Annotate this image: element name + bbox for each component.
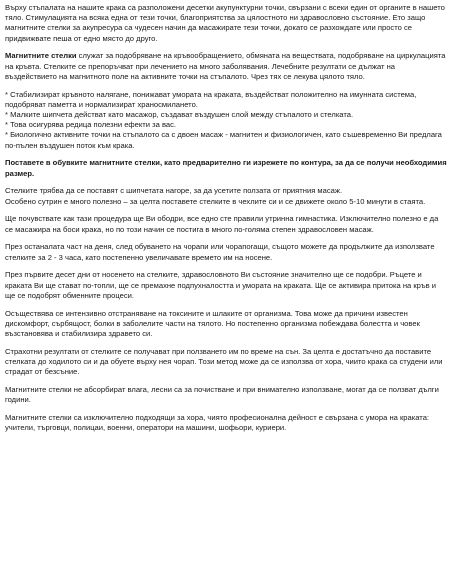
body-paragraph: Страхотни резултати от стелките се получават при ползването им по време на сън. За целта е достатъчно да поставите стелката до ходилото си и да обуете върху нея чорап. Този метод може да се използва от хора, чиито крака са студени или страдат от безсъние. [5,346,443,377]
benefit-item: * Това осигурява редица полезни ефекти за вас. [5,120,177,130]
magnetic-insoles-text: служат за подобряване на кръвообращението, обмяната на веществата, подобряване на циркулацията на кръвта. Стелките се препоръчват при лечението на много заболявания. Лечебните резултати се дължат на въздействието на магнитното поле на активните точки на стъпалото. Чрез тях се лекува цялото тяло. [5,51,446,81]
magnetic-insoles-lead: Магнитните стелки [5,51,77,61]
benefits-list [5,90,448,151]
body-paragraph: Ще почувствате как тази процедура ще Ви ободри, все едно сте правили утринна гимнастика. Изключително полезно е да се масажира на боси крака, но по този начин се постига в много по-голяма степен здравословен масаж. [5,214,439,234]
body-paragraph: Стелките трябва да се поставят с шипчетата нагоре, за да усетите ползата от приятния масаж. [5,186,343,196]
intro-paragraph: Върху стъпалата на нашите крака са разположени десетки акупунктурни точки, свързани с всеки един от органите в нашето тяло. Стимулацията на всяка една от тези точки, благоприятства за цялостното ни здравословно състояние. Ето защо магнитните стелки за акупресура са чудесен начин да масажирате тези точки, докато се разхождате или просто се придвижвате пеша от едно място до друго. [5,3,445,43]
instruction-heading: Поставете в обувките магнитните стелки, като предварително ги изрежете по контура, за да се получи необходимия размер. [5,158,447,178]
body-paragraph: Особено сутрин е много полезно – за целта поставете стелките в чехлите си и се движете около 5-10 минути в стаята. [5,196,426,206]
body-paragraph: Магнитните стелки са изключително подходящи за хора, чиято професионална дейност е свързана с умора на краката: учители, търговци, полицаи, военни, оператори на машини, шофьори, куриери. [5,413,430,433]
magnetic-insoles-paragraph [5,51,448,82]
benefit-item: * Биологично активните точки на стъпалото са с двоен масаж - магнитен и физиологичен, като съшевременно Ви предлага по-пълен въздушен поток към крака. [5,130,442,150]
benefit-item: * Стабилизират кръвното налягане, понижават умората на краката, въздействат положително на имунната система, подобряват паметта и нормализират храносмилането. [5,89,417,109]
body-paragraph: Осъществява се интензивно отстраняване на токсините и шлаките от организма. Това може да причини известен дискомфорт, сърбящост, болки в заболелите части на тялото. Но постепенно организма побеждава болестта и човек възстановява и стабилизира здравето си. [5,308,420,339]
benefit-item: * Малките шипчета действат като масажор, създават въздушен слой между стъпалото и стелката. [5,110,354,120]
body-paragraph: През първите десет дни от носенето на стелките, здравословното Ви състояние значително ще се подобри. Ръцете и краката Ви ще стават по-топли, ще се премахне подпухналостта и умората на краката. Ще се активира притока на кръв и ще се подобрят обменните процеси. [5,270,437,300]
body-paragraph: Магнитните стелки не абсорбират влага, лесни са за почистване и при внимателно използване, могат да се ползват дълги години. [5,385,439,405]
body-paragraph: През останалата част на деня, след обуването на чорапи или чорапогащи, същото можете да продължите да използвате стелките за 2 - 3 часа, като постепенно увеличавате времето им на носене. [5,242,435,262]
